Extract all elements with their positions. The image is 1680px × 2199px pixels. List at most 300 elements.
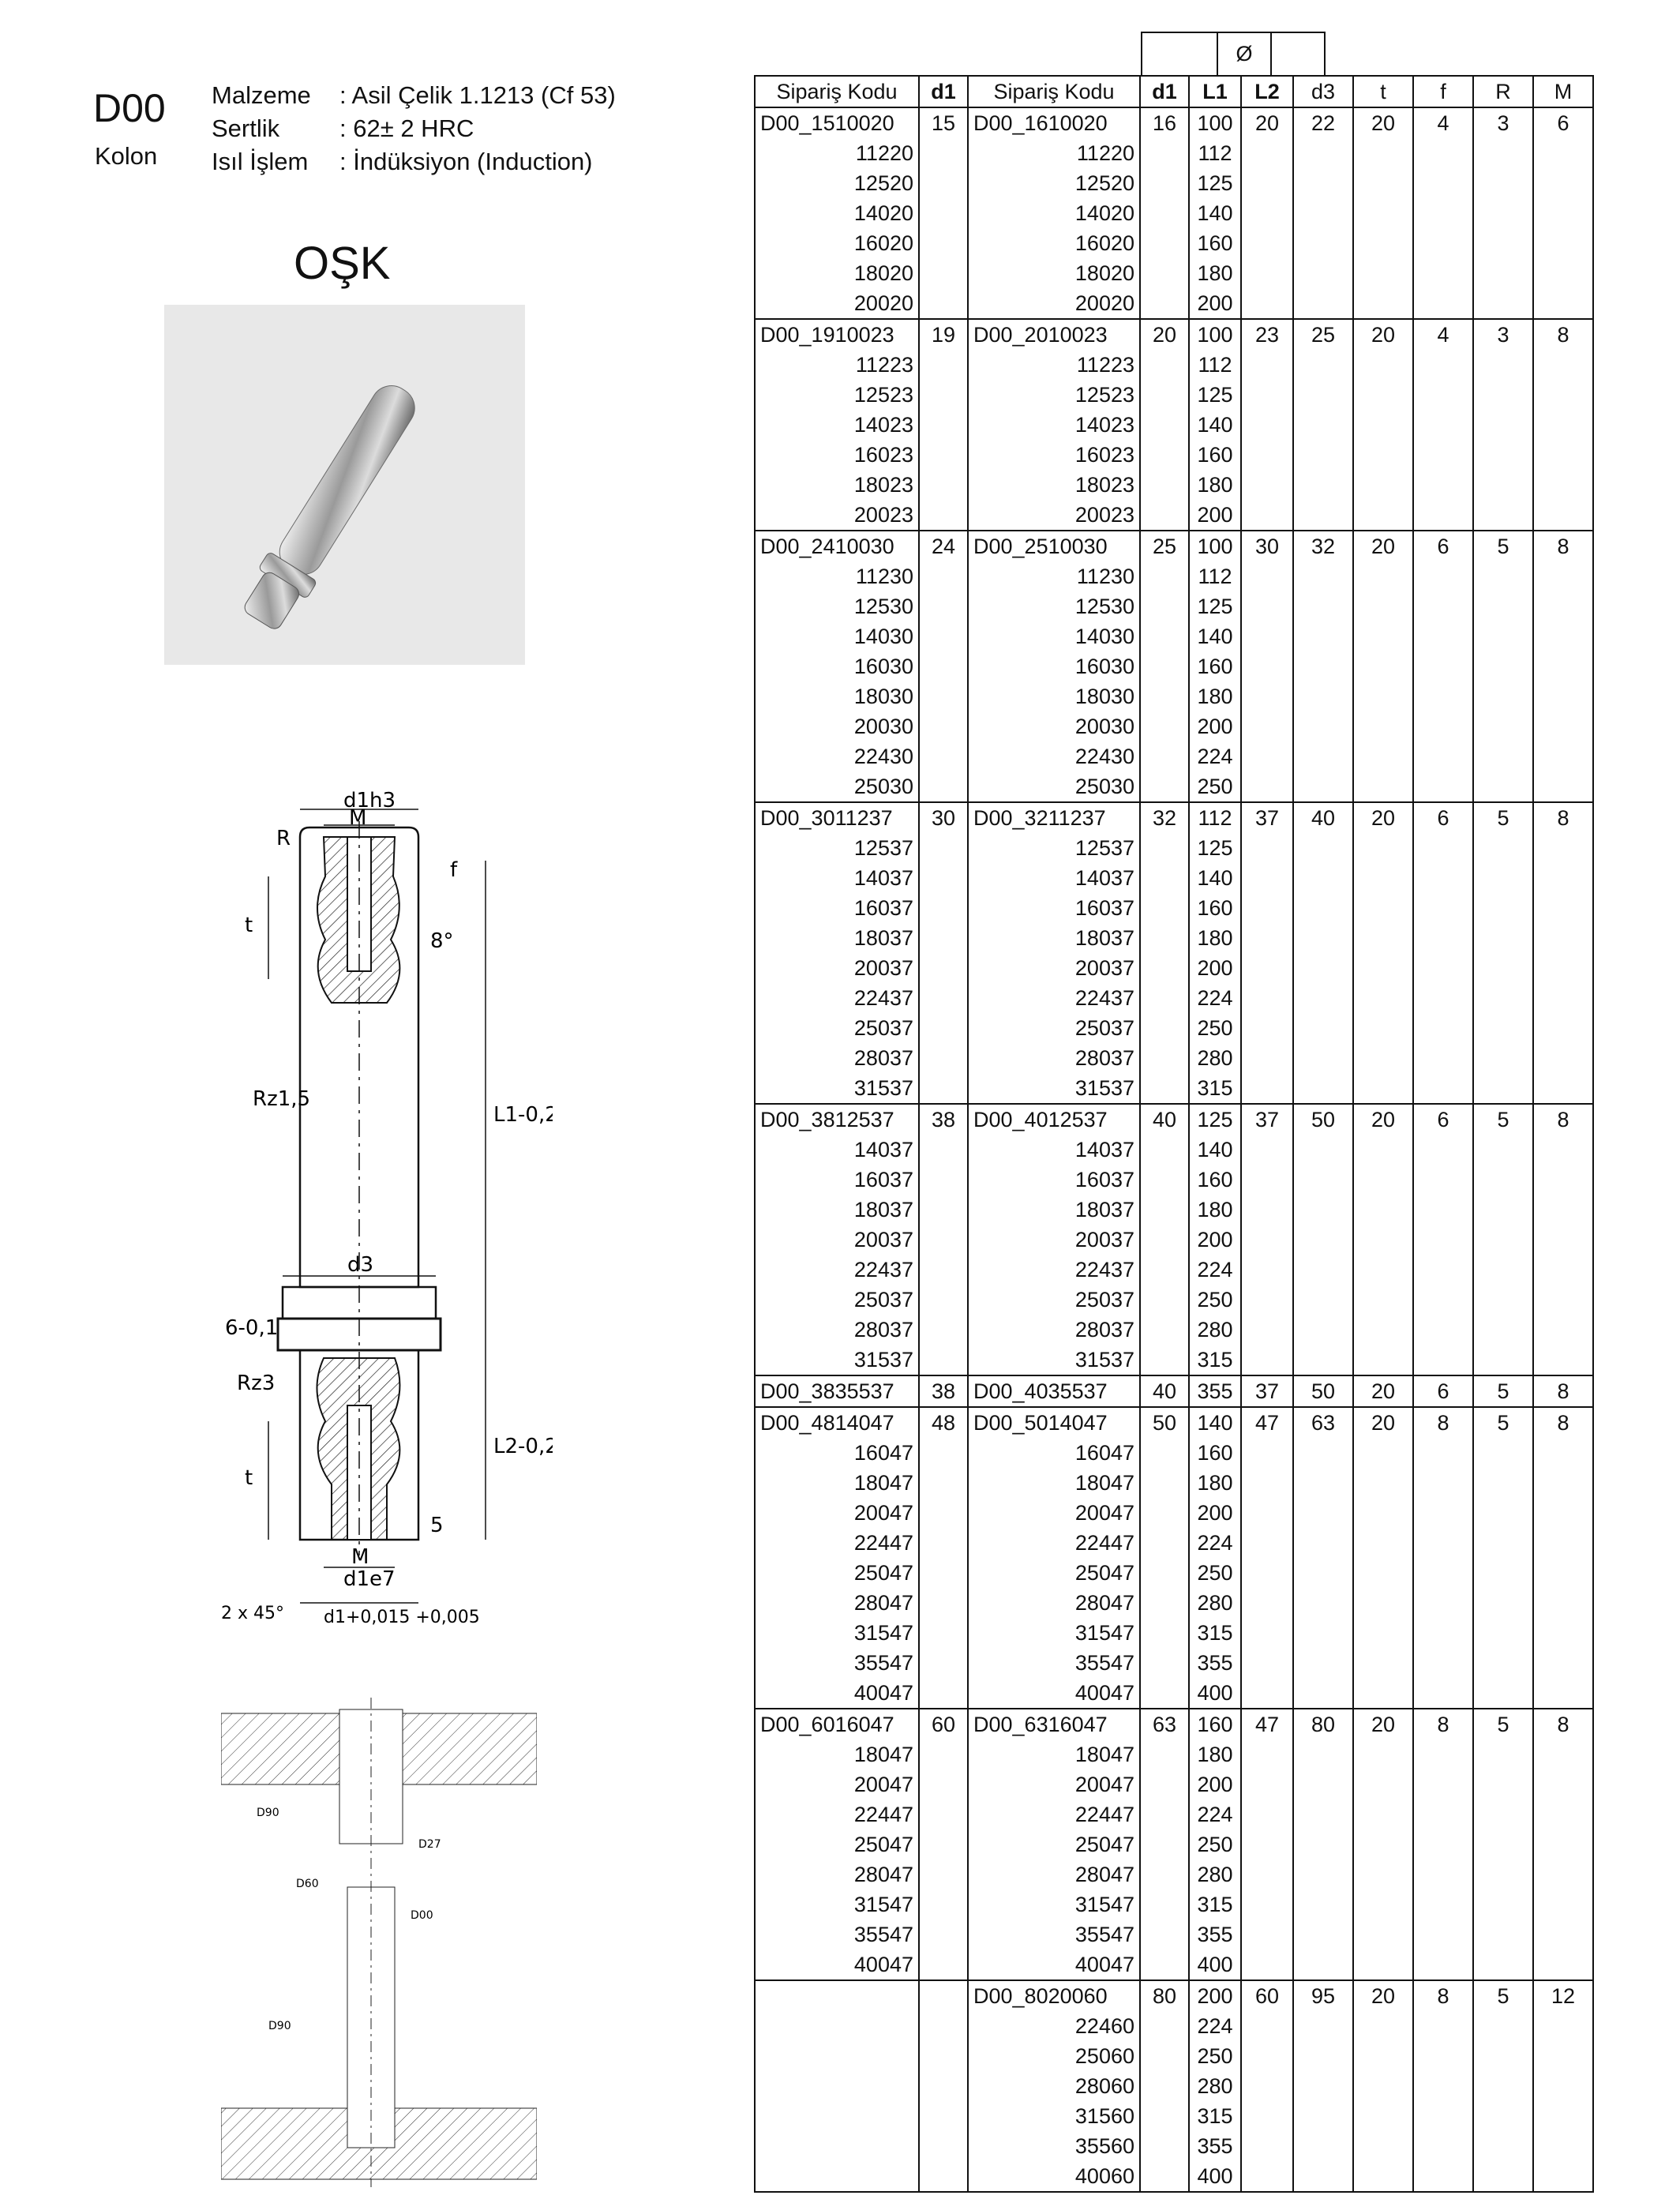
table-cell (1353, 561, 1413, 591)
table-cell: 38 (919, 1104, 968, 1135)
table-cell (1241, 1618, 1293, 1648)
property-key: Sertlik (212, 114, 280, 142)
table-cell: 400 (1189, 1949, 1241, 1980)
table-row (755, 953, 1593, 983)
table-cell (1241, 1859, 1293, 1889)
table-cell (1533, 1799, 1593, 1829)
table-cell (1241, 1588, 1293, 1618)
table-cell (755, 2131, 919, 2161)
table-cell: 125 (1189, 833, 1241, 863)
table-cell (1413, 1769, 1473, 1799)
table-cell (1293, 711, 1353, 741)
table-cell (1140, 833, 1189, 863)
table-cell (1241, 198, 1293, 228)
table-cell (1473, 1285, 1533, 1315)
table-cell: 8 (1413, 1980, 1473, 2011)
table-cell (1353, 470, 1413, 500)
table-cell: 40047 (968, 1949, 1140, 1980)
table-cell: 40 (1140, 1104, 1189, 1135)
table-cell (1413, 1829, 1473, 1859)
table-row (755, 1315, 1593, 1345)
table-cell (1473, 228, 1533, 258)
table-row (755, 2131, 1593, 2161)
table-cell (1353, 1859, 1413, 1889)
table-cell: 60 (1241, 1980, 1293, 2011)
table-cell: 180 (1189, 470, 1241, 500)
table-row (755, 1165, 1593, 1195)
table-cell: 40060 (968, 2161, 1140, 2192)
table-row (755, 198, 1593, 228)
table-cell (1140, 1073, 1189, 1104)
table-cell (1473, 1949, 1533, 1980)
table-cell: 35547 (755, 1648, 919, 1678)
table-cell (1533, 1438, 1593, 1468)
table-cell: 18020 (968, 258, 1140, 288)
table-cell (1293, 1949, 1353, 1980)
table-cell: 5 (1473, 1980, 1533, 2011)
table-cell (1241, 470, 1293, 500)
table-cell (1241, 591, 1293, 621)
table-cell (1533, 1285, 1593, 1315)
table-cell (919, 1739, 968, 1769)
table-cell (1413, 2161, 1473, 2192)
table-cell: 28037 (968, 1315, 1140, 1345)
table-cell: 23 (1241, 319, 1293, 350)
table-cell (1533, 1255, 1593, 1285)
table-cell: 22447 (968, 1799, 1140, 1829)
table-cell (1293, 863, 1353, 893)
table-cell (1473, 138, 1533, 168)
table-cell: 5 (1473, 1709, 1533, 1739)
table-cell: 5 (1473, 1375, 1533, 1407)
table-cell (1353, 2161, 1413, 2192)
table-row (755, 771, 1593, 802)
dim-m-top: M (349, 806, 367, 830)
property-value: : İndüksiyon (Induction) (339, 148, 593, 175)
table-cell (1241, 923, 1293, 953)
table-cell (1533, 1588, 1593, 1618)
table-cell: 31560 (968, 2101, 1140, 2131)
table-cell (1473, 681, 1533, 711)
table-cell: 22430 (968, 741, 1140, 771)
table-cell (919, 1588, 968, 1618)
table-cell: 200 (1189, 953, 1241, 983)
table-cell (1241, 1345, 1293, 1375)
table-cell (1140, 288, 1189, 319)
table-cell (1241, 288, 1293, 319)
table-cell: 12537 (968, 833, 1140, 863)
top-cell-l1 (1270, 32, 1326, 77)
table-cell (1293, 1345, 1353, 1375)
table-cell (1533, 2011, 1593, 2041)
table-cell (1473, 1225, 1533, 1255)
table-cell (1293, 651, 1353, 681)
table-cell (919, 983, 968, 1013)
table-cell: 16047 (968, 1438, 1140, 1468)
table-cell (1140, 681, 1189, 711)
table-cell (919, 651, 968, 681)
table-cell (1413, 1588, 1473, 1618)
table-cell (919, 1799, 968, 1829)
table-cell (1293, 953, 1353, 983)
table-cell (1293, 561, 1353, 591)
dim-d1h3: d1h3 (343, 790, 396, 812)
table-cell (919, 1859, 968, 1889)
table-cell: 8 (1533, 1709, 1593, 1739)
table-cell (1293, 1528, 1353, 1558)
table-cell (1241, 2131, 1293, 2161)
table-cell: 8 (1533, 1375, 1593, 1407)
table-cell: D00_2010023 (968, 319, 1140, 350)
table-cell (755, 2041, 919, 2071)
material-properties (212, 79, 616, 178)
table-cell (1353, 2041, 1413, 2071)
table-row (755, 500, 1593, 531)
table-cell: 140 (1189, 198, 1241, 228)
table-cell: D00_8020060 (968, 1980, 1140, 2011)
table-row (755, 983, 1593, 1013)
table-cell: 20 (1241, 107, 1293, 138)
table-cell (1413, 198, 1473, 228)
table-cell (1353, 138, 1413, 168)
table-cell: 18037 (755, 923, 919, 953)
table-row (755, 1104, 1593, 1135)
table-cell (919, 1498, 968, 1528)
table-cell (1473, 1195, 1533, 1225)
table-cell (1533, 833, 1593, 863)
table-cell (1353, 1769, 1413, 1799)
table-cell: 200 (1189, 1225, 1241, 1255)
table-cell: 8 (1533, 1104, 1593, 1135)
table-cell (755, 2071, 919, 2101)
table-cell (1353, 1498, 1413, 1528)
table-cell: 100 (1189, 531, 1241, 561)
table-cell: 125 (1189, 380, 1241, 410)
table-cell (919, 953, 968, 983)
table-cell (1353, 863, 1413, 893)
table-cell: 14020 (968, 198, 1140, 228)
table-cell (919, 288, 968, 319)
table-cell (1413, 1558, 1473, 1588)
table-cell (1140, 1013, 1189, 1043)
table-cell (1533, 1073, 1593, 1104)
table-cell (919, 1980, 968, 2011)
table-cell: D00_1510020 (755, 107, 919, 138)
table-cell (1140, 1618, 1189, 1648)
table-cell (1473, 1135, 1533, 1165)
table-cell (1533, 288, 1593, 319)
table-cell (1140, 1678, 1189, 1709)
table-cell: 47 (1241, 1407, 1293, 1438)
table-cell: 18020 (755, 258, 919, 288)
table-cell (1533, 923, 1593, 953)
table-cell: 35547 (755, 1919, 919, 1949)
table-cell: 20020 (968, 288, 1140, 319)
table-cell (1413, 1315, 1473, 1345)
table-cell (1413, 2011, 1473, 2041)
table-cell: 100 (1189, 107, 1241, 138)
table-cell (1140, 1558, 1189, 1588)
table-cell (1353, 500, 1413, 531)
table-cell (1293, 1225, 1353, 1255)
table-cell (1353, 1558, 1413, 1588)
table-cell (1473, 1558, 1533, 1588)
table-cell (1241, 258, 1293, 288)
table-cell (1353, 621, 1413, 651)
table-cell: 200 (1189, 288, 1241, 319)
table-cell: D00_3835537 (755, 1375, 919, 1407)
table-cell (1241, 771, 1293, 802)
table-cell (1140, 1255, 1189, 1285)
table-cell: 63 (1293, 1407, 1353, 1438)
table-row (755, 1588, 1593, 1618)
table-row (755, 1528, 1593, 1558)
table-cell: 18023 (755, 470, 919, 500)
table-cell (1473, 771, 1533, 802)
table-row (755, 440, 1593, 470)
table-cell (1533, 258, 1593, 288)
table-cell: 180 (1189, 1195, 1241, 1225)
table-cell (1473, 923, 1533, 953)
table-cell: 31537 (755, 1073, 919, 1104)
table-cell (1241, 138, 1293, 168)
table-cell (919, 1165, 968, 1195)
table-row (755, 1769, 1593, 1799)
table-cell (1241, 1043, 1293, 1073)
table-row (755, 2071, 1593, 2101)
table-cell (919, 741, 968, 771)
table-cell (1533, 1195, 1593, 1225)
table-row (755, 1345, 1593, 1375)
table-cell: 16023 (755, 440, 919, 470)
table-row (755, 2011, 1593, 2041)
table-cell (1241, 380, 1293, 410)
table-cell (919, 440, 968, 470)
table-cell (919, 1468, 968, 1498)
col-header: d1 (1140, 76, 1189, 107)
table-cell (1140, 1588, 1189, 1618)
table-cell: 160 (1189, 1709, 1241, 1739)
table-row (755, 863, 1593, 893)
table-cell (1353, 1829, 1413, 1859)
table-cell: 31547 (968, 1889, 1140, 1919)
table-cell: 12523 (968, 380, 1140, 410)
table-cell (919, 561, 968, 591)
table-cell: 14030 (755, 621, 919, 651)
property-value: : 62± 2 HRC (339, 114, 474, 142)
table-cell (1413, 1528, 1473, 1558)
table-cell: 315 (1189, 2101, 1241, 2131)
table-cell (1353, 1889, 1413, 1919)
table-cell (1533, 863, 1593, 893)
table-cell (1473, 1919, 1533, 1949)
table-cell: D00_4814047 (755, 1407, 919, 1438)
table-cell (919, 2101, 968, 2131)
table-cell (1140, 1889, 1189, 1919)
table-cell (1293, 1498, 1353, 1528)
table-cell: D00_6316047 (968, 1709, 1140, 1739)
table-cell (919, 410, 968, 440)
table-cell (1473, 1165, 1533, 1195)
brand-label: OŞK (294, 238, 391, 289)
table-cell (1413, 741, 1473, 771)
table-cell: 20 (1353, 1104, 1413, 1135)
table-cell (1413, 621, 1473, 651)
table-cell (1241, 1165, 1293, 1195)
table-cell (1353, 1285, 1413, 1315)
table-cell (1473, 198, 1533, 228)
table-cell: 20 (1353, 1709, 1413, 1739)
table-cell: 25047 (968, 1558, 1140, 1588)
table-cell (919, 1648, 968, 1678)
table-cell: 160 (1189, 440, 1241, 470)
table-row (755, 711, 1593, 741)
table-cell: 35547 (968, 1648, 1140, 1678)
table-cell (1241, 863, 1293, 893)
table-cell: D00_3211237 (968, 802, 1140, 833)
table-cell (919, 1919, 968, 1949)
table-cell (1413, 1739, 1473, 1769)
table-cell (1413, 1165, 1473, 1195)
table-cell: 250 (1189, 2041, 1241, 2071)
table-cell: 355 (1189, 1375, 1241, 1407)
table-cell (919, 2161, 968, 2192)
table-cell (1293, 1678, 1353, 1709)
table-cell (1140, 470, 1189, 500)
table-cell: 40 (1140, 1375, 1189, 1407)
table-cell (1413, 1618, 1473, 1648)
table-cell (919, 1345, 968, 1375)
table-cell (919, 1438, 968, 1468)
table-cell: 8 (1533, 531, 1593, 561)
table-cell: 200 (1189, 711, 1241, 741)
table-cell (1473, 1618, 1533, 1648)
table-cell (1533, 138, 1593, 168)
table-cell (1293, 1165, 1353, 1195)
property-key: Malzeme (212, 81, 311, 109)
table-cell (919, 1829, 968, 1859)
table-cell (1473, 953, 1533, 983)
table-cell (1140, 500, 1189, 531)
table-cell (1473, 983, 1533, 1013)
table-cell (1293, 591, 1353, 621)
table-cell: 3 (1473, 107, 1533, 138)
product-code: D00 (93, 86, 166, 130)
table-cell: 20047 (755, 1769, 919, 1799)
table-cell: 11230 (755, 561, 919, 591)
table-cell (1473, 561, 1533, 591)
table-cell (1353, 1013, 1413, 1043)
table-cell: 31537 (968, 1073, 1140, 1104)
col-header: d3 (1293, 76, 1353, 107)
table-cell: 200 (1189, 1769, 1241, 1799)
table-cell (1413, 440, 1473, 470)
table-cell (1473, 591, 1533, 621)
table-cell (1353, 1135, 1413, 1165)
table-cell (1293, 288, 1353, 319)
table-row (755, 2101, 1593, 2131)
table-cell (919, 1558, 968, 1588)
table-cell (1140, 350, 1189, 380)
table-cell (1140, 591, 1189, 621)
dim-d1-tolerance: d1+0,015 +0,005 (324, 1608, 480, 1627)
table-cell: 18037 (755, 1195, 919, 1225)
table-cell (919, 771, 968, 802)
table-cell: 30 (919, 802, 968, 833)
table-cell (1140, 651, 1189, 681)
table-cell (1353, 1073, 1413, 1104)
table-cell: 22 (1293, 107, 1353, 138)
table-cell (1413, 228, 1473, 258)
col-header: Sipariş Kodu (968, 76, 1140, 107)
dim-t-top: t (245, 914, 253, 937)
table-cell (1473, 1678, 1533, 1709)
table-cell (1140, 1648, 1189, 1678)
col-header: L1 (1189, 76, 1241, 107)
table-cell (1413, 1859, 1473, 1889)
table-cell (1140, 2131, 1189, 2161)
table-cell (1293, 2131, 1353, 2161)
table-row (755, 1073, 1593, 1104)
table-cell: 200 (1189, 1498, 1241, 1528)
table-cell (1533, 380, 1593, 410)
table-row (755, 470, 1593, 500)
table-cell (1353, 1345, 1413, 1375)
table-cell (1293, 1043, 1353, 1073)
table-cell (1140, 2161, 1189, 2192)
table-cell (1473, 893, 1533, 923)
table-cell (919, 893, 968, 923)
table-cell: 32 (1140, 802, 1189, 833)
table-cell: 140 (1189, 1135, 1241, 1165)
table-cell: 224 (1189, 1528, 1241, 1558)
table-row (755, 350, 1593, 380)
table-cell (1353, 380, 1413, 410)
table-cell: 14023 (755, 410, 919, 440)
table-cell (1473, 1588, 1533, 1618)
table-cell (1293, 1799, 1353, 1829)
table-cell (919, 1195, 968, 1225)
table-cell: 160 (1189, 1438, 1241, 1468)
table-cell (1533, 2131, 1593, 2161)
table-cell: 63 (1140, 1709, 1189, 1739)
product-photo (164, 305, 525, 665)
table-cell (1140, 711, 1189, 741)
table-cell: 20037 (755, 1225, 919, 1255)
table-cell (1473, 1739, 1533, 1769)
table-cell: 28047 (755, 1588, 919, 1618)
table-cell: 14037 (755, 863, 919, 893)
table-cell: 20 (1353, 1407, 1413, 1438)
table-cell (1353, 1739, 1413, 1769)
table-row (755, 228, 1593, 258)
table-cell: 4 (1413, 319, 1473, 350)
table-cell: 22437 (755, 983, 919, 1013)
table-cell (1473, 258, 1533, 288)
table-cell (919, 621, 968, 651)
table-cell (919, 1949, 968, 1980)
table-cell (1293, 1255, 1353, 1285)
table-header-row (755, 76, 1593, 107)
table-cell: 112 (1189, 802, 1241, 833)
table-cell (1140, 168, 1189, 198)
table-cell (919, 2131, 968, 2161)
table-cell (1533, 1829, 1593, 1859)
table-cell (1353, 953, 1413, 983)
table-cell: 20023 (755, 500, 919, 531)
table-cell (1533, 1135, 1593, 1165)
table-cell (1533, 953, 1593, 983)
